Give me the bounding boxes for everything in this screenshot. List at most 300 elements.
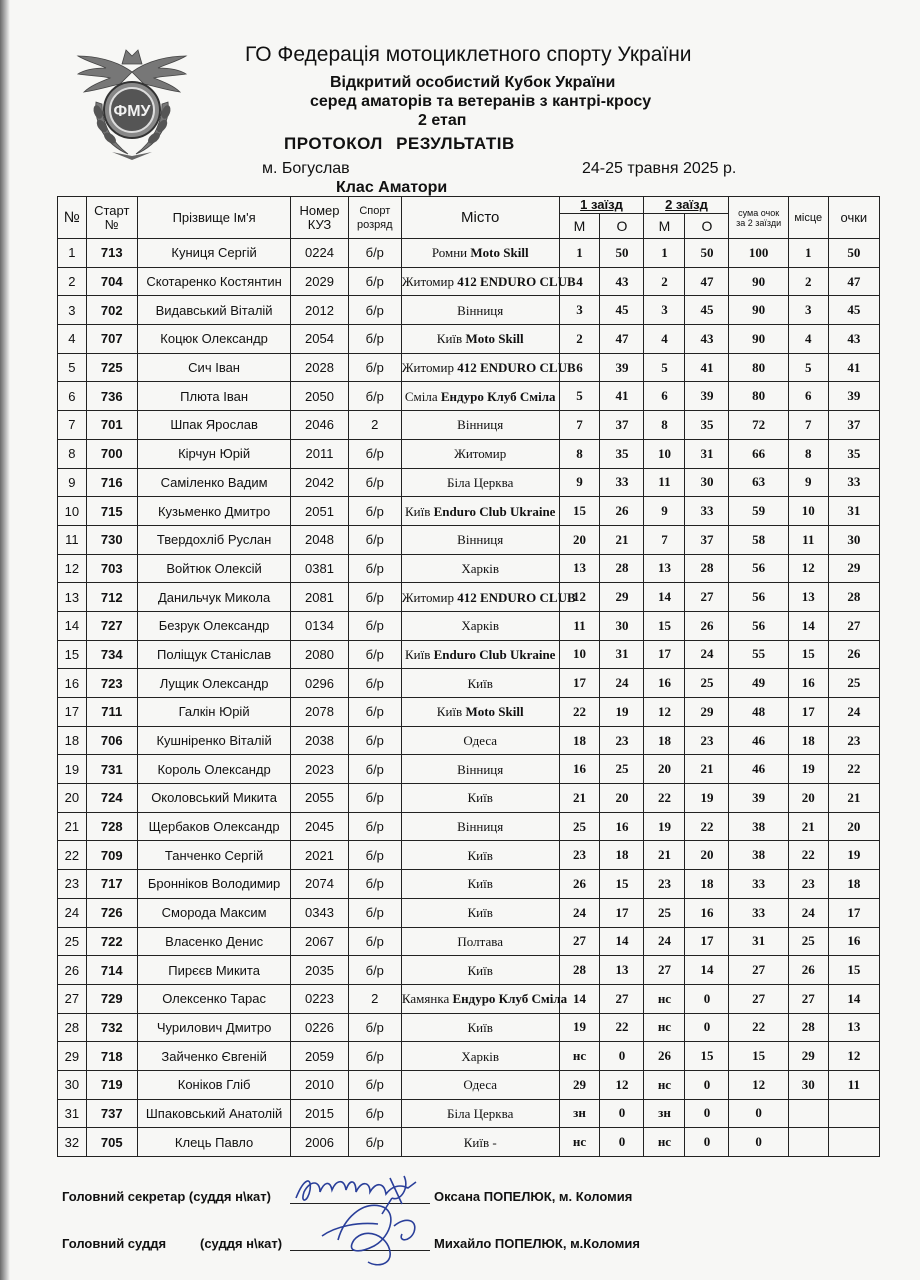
cell-run1-points: 31 — [600, 640, 644, 669]
cell-place: 4 — [788, 325, 828, 354]
cell-run2-points: 16 — [685, 898, 729, 927]
cell-run1-points: 12 — [600, 1070, 644, 1099]
table-row — [58, 984, 880, 1013]
cell-run1-points: 13 — [600, 956, 644, 985]
cell-run2-points: 17 — [685, 927, 729, 956]
cell-place: 28 — [788, 1013, 828, 1042]
cell-place: 24 — [788, 898, 828, 927]
cell-run2-points: 22 — [685, 812, 729, 841]
cell-city — [401, 468, 559, 497]
cell-rank: б/р — [348, 898, 401, 927]
cell-num: 24 — [58, 898, 87, 927]
results-body — [58, 239, 880, 1157]
cell-name: Власенко Денис — [137, 927, 291, 956]
cell-run2-place: 3 — [644, 296, 685, 325]
cell-name: Зайченко Євгеній — [137, 1042, 291, 1071]
cell-run2-place: 9 — [644, 497, 685, 526]
cell-rank: б/р — [348, 611, 401, 640]
cell-sum: 33 — [729, 898, 788, 927]
cell-sum: 80 — [729, 353, 788, 382]
cell-run1-place: 18 — [559, 726, 600, 755]
header-rank-line1: Спорт — [359, 204, 391, 217]
cell-place: 21 — [788, 812, 828, 841]
cell-place: 8 — [788, 439, 828, 468]
cell-num: 11 — [58, 525, 87, 554]
cell-rank: б/р — [348, 812, 401, 841]
cell-start-number: 709 — [86, 841, 137, 870]
cell-num: 17 — [58, 698, 87, 727]
cell-run1-points: 47 — [600, 325, 644, 354]
cell-start-number: 731 — [86, 755, 137, 784]
cell-sum: 55 — [729, 640, 788, 669]
secretary-name: Оксана ПОПЕЛЮК, м. Коломия — [434, 1189, 633, 1204]
cell-city — [401, 1070, 559, 1099]
cell-name: Кірчун Юрій — [137, 439, 291, 468]
cell-city — [401, 411, 559, 440]
table-row — [58, 927, 880, 956]
cell-kuz: 2078 — [291, 698, 348, 727]
cell-run1-points: 45 — [600, 296, 644, 325]
cell-rank: б/р — [348, 956, 401, 985]
city-name: Біла Церква — [447, 1105, 514, 1121]
cell-city — [401, 554, 559, 583]
cell-city — [401, 439, 559, 468]
cell-place: 22 — [788, 841, 828, 870]
cell-kuz: 2006 — [291, 1128, 348, 1157]
secretary-label: Головний секретар (суддя н\кат) — [62, 1189, 271, 1204]
cell-points — [828, 1128, 879, 1157]
cell-points — [828, 1099, 879, 1128]
cell-rank: б/р — [348, 325, 401, 354]
cell-num: 23 — [58, 870, 87, 899]
city-name: Харків — [461, 618, 500, 634]
cell-name: Саміленко Вадим — [137, 468, 291, 497]
table-row — [58, 239, 880, 268]
cell-num: 26 — [58, 956, 87, 985]
cell-run2-place: 26 — [644, 1042, 685, 1071]
table-row — [58, 382, 880, 411]
cell-sum: 38 — [729, 841, 788, 870]
cell-rank: б/р — [348, 497, 401, 526]
cell-kuz: 2042 — [291, 468, 348, 497]
cell-place: 18 — [788, 726, 828, 755]
table-row — [58, 411, 880, 440]
cell-sum: 90 — [729, 296, 788, 325]
cell-run1-place: 7 — [559, 411, 600, 440]
cell-num: 16 — [58, 669, 87, 698]
header-start — [86, 197, 137, 239]
cell-run1-points: 29 — [600, 583, 644, 612]
cell-run2-points: 26 — [685, 611, 729, 640]
cell-place: 9 — [788, 468, 828, 497]
city-name: Київ — [467, 1019, 493, 1035]
cell-name: Танченко Сергій — [137, 841, 291, 870]
city-name: Київ — [404, 646, 431, 662]
organization-title: ГО Федерація мотоциклетного спорту України — [245, 43, 692, 66]
cell-points: 15 — [828, 956, 879, 985]
cell-kuz: 2055 — [291, 784, 348, 813]
cell-points: 35 — [828, 439, 879, 468]
cell-num: 18 — [58, 726, 87, 755]
city-name: Київ - — [463, 1134, 497, 1150]
cell-rank: б/р — [348, 870, 401, 899]
cell-start-number: 706 — [86, 726, 137, 755]
cell-start-number: 700 — [86, 439, 137, 468]
cell-run1-place: 22 — [559, 698, 600, 727]
header-run1-m: М — [559, 214, 600, 239]
cell-name: Куниця Сергій — [137, 239, 291, 268]
club-name: Ендуро Клуб Сміла — [452, 991, 568, 1007]
cell-place: 23 — [788, 870, 828, 899]
cell-start-number: 730 — [86, 525, 137, 554]
cell-run1-points: 19 — [600, 698, 644, 727]
cell-run1-points: 50 — [600, 239, 644, 268]
cell-place: 25 — [788, 927, 828, 956]
cell-city — [401, 870, 559, 899]
table-row — [58, 870, 880, 899]
cell-sum: 49 — [729, 669, 788, 698]
cell-run2-points: 43 — [685, 325, 729, 354]
cell-run1-place: 6 — [559, 353, 600, 382]
header-run1: 1 заїзд — [559, 197, 644, 214]
cell-kuz: 2038 — [291, 726, 348, 755]
cell-run2-place: 24 — [644, 927, 685, 956]
cell-place — [788, 1099, 828, 1128]
city-name: Київ — [467, 962, 493, 978]
cell-run1-points: 21 — [600, 525, 644, 554]
cell-run1-place: 8 — [559, 439, 600, 468]
cell-run2-points: 0 — [685, 1099, 729, 1128]
results-table — [57, 196, 880, 1157]
cell-run1-place: 17 — [559, 669, 600, 698]
cell-run1-place: 12 — [559, 583, 600, 612]
city-name: Київ — [467, 905, 493, 921]
cell-run1-place: 3 — [559, 296, 600, 325]
cell-num: 8 — [58, 439, 87, 468]
cell-run2-place: 2 — [644, 267, 685, 296]
cell-sum: 56 — [729, 554, 788, 583]
cell-run2-points: 27 — [685, 583, 729, 612]
cell-run2-place: 11 — [644, 468, 685, 497]
cell-sum: 27 — [729, 956, 788, 985]
cell-run1-place: 5 — [559, 382, 600, 411]
cell-name: Щербаков Олександр — [137, 812, 291, 841]
cell-run1-points: 14 — [600, 927, 644, 956]
cell-run2-place: 10 — [644, 439, 685, 468]
cell-start-number: 718 — [86, 1042, 137, 1071]
federation-logo — [76, 42, 188, 162]
cell-rank: б/р — [348, 296, 401, 325]
cell-city — [401, 325, 559, 354]
cell-run2-place: 15 — [644, 611, 685, 640]
cell-num: 9 — [58, 468, 87, 497]
cell-start-number: 717 — [86, 870, 137, 899]
page-shadow-edge — [0, 0, 10, 1280]
cell-num: 7 — [58, 411, 87, 440]
cell-run2-place: 8 — [644, 411, 685, 440]
cell-num: 32 — [58, 1128, 87, 1157]
cell-sum: 46 — [729, 755, 788, 784]
club-name: Moto Skill — [470, 245, 529, 261]
cell-run2-place: 1 — [644, 239, 685, 268]
cell-num: 21 — [58, 812, 87, 841]
cell-run1-place: нс — [559, 1042, 600, 1071]
cell-num: 13 — [58, 583, 87, 612]
cell-kuz: 0226 — [291, 1013, 348, 1042]
table-row — [58, 325, 880, 354]
cell-city — [401, 1128, 559, 1157]
city-name: Ромни — [431, 245, 468, 261]
judge-category: (суддя н\кат) — [200, 1236, 283, 1251]
cell-run1-points: 23 — [600, 726, 644, 755]
cell-kuz: 2023 — [291, 755, 348, 784]
cell-name: Чурилович Дмитро — [137, 1013, 291, 1042]
cell-city — [401, 726, 559, 755]
table-row — [58, 554, 880, 583]
cell-name: Скотаренко Костянтин — [137, 267, 291, 296]
cell-city — [401, 1099, 559, 1128]
cell-name: Твердохліб Руслан — [137, 525, 291, 554]
city-name: Вінниця — [457, 761, 504, 777]
cell-place: 17 — [788, 698, 828, 727]
club-name: Enduro Club Ukraine — [433, 646, 556, 662]
cell-rank: б/р — [348, 239, 401, 268]
table-row — [58, 1070, 880, 1099]
header-points: очки — [828, 197, 879, 239]
cell-run1-points: 0 — [600, 1042, 644, 1071]
cell-run1-points: 43 — [600, 267, 644, 296]
club-name: 412 ENDURO CLUB — [457, 274, 576, 290]
header-kuz — [291, 197, 348, 239]
cell-rank: б/р — [348, 640, 401, 669]
header-rank-line2: розряд — [357, 218, 393, 231]
table-row — [58, 898, 880, 927]
header-run2: 2 заїзд — [644, 197, 729, 214]
cell-run1-points: 16 — [600, 812, 644, 841]
cell-name: Околовський Микита — [137, 784, 291, 813]
cell-run2-points: 0 — [685, 1013, 729, 1042]
cell-run2-points: 29 — [685, 698, 729, 727]
city-name: Вінниця — [457, 819, 504, 835]
city-name: Житомир — [454, 446, 507, 462]
cell-run1-place: 11 — [559, 611, 600, 640]
cell-place: 11 — [788, 525, 828, 554]
cell-run2-place: 22 — [644, 784, 685, 813]
cell-start-number: 736 — [86, 382, 137, 411]
table-row — [58, 525, 880, 554]
cell-rank: б/р — [348, 525, 401, 554]
cell-rank: б/р — [348, 583, 401, 612]
cell-points: 25 — [828, 669, 879, 698]
cell-sum: 0 — [729, 1128, 788, 1157]
cell-run2-place: 4 — [644, 325, 685, 354]
cell-start-number: 714 — [86, 956, 137, 985]
cell-points: 28 — [828, 583, 879, 612]
cell-run2-place: 7 — [644, 525, 685, 554]
cell-points: 16 — [828, 927, 879, 956]
cell-run1-points: 24 — [600, 669, 644, 698]
cell-num: 4 — [58, 325, 87, 354]
city-name: Київ — [467, 675, 493, 691]
cell-run2-points: 0 — [685, 984, 729, 1013]
cell-points: 33 — [828, 468, 879, 497]
table-row — [58, 1099, 880, 1128]
cell-start-number: 732 — [86, 1013, 137, 1042]
cell-name: Безрук Олександр — [137, 611, 291, 640]
cup-title-line1: Відкритий особистий Кубок України — [330, 74, 616, 91]
event-date: 24-25 травня 2025 р. — [582, 160, 737, 177]
header-sum-line1: сума очок — [738, 207, 780, 218]
table-row — [58, 698, 880, 727]
cell-run1-points: 25 — [600, 755, 644, 784]
club-name: Ендуро Клуб Сміла — [440, 388, 556, 404]
cell-run1-points: 0 — [600, 1128, 644, 1157]
cell-points: 17 — [828, 898, 879, 927]
table-row — [58, 1013, 880, 1042]
cell-city — [401, 898, 559, 927]
table-row — [58, 497, 880, 526]
cell-rank: б/р — [348, 1042, 401, 1071]
cell-run1-place: 15 — [559, 497, 600, 526]
cell-sum: 48 — [729, 698, 788, 727]
cell-run1-place: 24 — [559, 898, 600, 927]
cell-city — [401, 353, 576, 382]
cell-city — [401, 755, 559, 784]
cell-rank: б/р — [348, 1070, 401, 1099]
cell-city — [401, 382, 559, 411]
cell-city — [401, 267, 576, 296]
cell-num: 2 — [58, 267, 87, 296]
cell-rank: б/р — [348, 353, 401, 382]
cell-sum: 90 — [729, 267, 788, 296]
cell-city — [401, 611, 559, 640]
cell-start-number: 703 — [86, 554, 137, 583]
cell-run2-points: 47 — [685, 267, 729, 296]
cell-sum: 15 — [729, 1042, 788, 1071]
cell-run1-points: 26 — [600, 497, 644, 526]
cell-sum: 33 — [729, 870, 788, 899]
cell-city — [401, 841, 559, 870]
cell-points: 50 — [828, 239, 879, 268]
cell-run2-place: 23 — [644, 870, 685, 899]
cell-name: Шпак Ярослав — [137, 411, 291, 440]
cell-run2-place: 20 — [644, 755, 685, 784]
judge-label: Головний суддя — [62, 1236, 167, 1251]
cell-run2-place: 25 — [644, 898, 685, 927]
cell-run1-points: 15 — [600, 870, 644, 899]
cell-run1-place: 2 — [559, 325, 600, 354]
cell-name: Клець Павло — [137, 1128, 291, 1157]
table-row — [58, 640, 880, 669]
cell-sum: 72 — [729, 411, 788, 440]
cell-points: 20 — [828, 812, 879, 841]
cell-sum: 31 — [729, 927, 788, 956]
cell-run1-place: 23 — [559, 841, 600, 870]
cell-run1-points: 37 — [600, 411, 644, 440]
event-city: м. Богуслав — [262, 160, 350, 177]
cell-sum: 100 — [729, 239, 788, 268]
cell-points: 26 — [828, 640, 879, 669]
cell-city — [401, 525, 559, 554]
cell-run2-place: нс — [644, 1128, 685, 1157]
cell-num: 15 — [58, 640, 87, 669]
cell-points: 47 — [828, 267, 879, 296]
table-row — [58, 755, 880, 784]
cell-points: 31 — [828, 497, 879, 526]
cell-kuz: 0134 — [291, 611, 348, 640]
cell-kuz: 2074 — [291, 870, 348, 899]
cell-name: Войтюк Олексій — [137, 554, 291, 583]
cell-run1-place: 25 — [559, 812, 600, 841]
cell-run2-points: 37 — [685, 525, 729, 554]
cell-rank: 2 — [348, 411, 401, 440]
cell-run2-place: 12 — [644, 698, 685, 727]
cell-kuz: 2080 — [291, 640, 348, 669]
cup-title-line2: серед аматорів та ветеранів з кантрі-кросу — [310, 93, 652, 110]
cell-name: Пирєєв Микита — [137, 956, 291, 985]
cell-name: Плюта Іван — [137, 382, 291, 411]
city-name: Камянка — [401, 991, 450, 1007]
cell-place: 20 — [788, 784, 828, 813]
header-rank — [348, 197, 401, 239]
cell-city — [401, 927, 559, 956]
cell-name: Коцюк Олександр — [137, 325, 291, 354]
cell-start-number: 726 — [86, 898, 137, 927]
cell-kuz: 2011 — [291, 439, 348, 468]
cell-run2-place: 6 — [644, 382, 685, 411]
cell-num: 22 — [58, 841, 87, 870]
cell-kuz: 0381 — [291, 554, 348, 583]
cell-kuz: 2035 — [291, 956, 348, 985]
cell-run2-place: нс — [644, 984, 685, 1013]
cell-start-number: 734 — [86, 640, 137, 669]
cell-run1-points: 0 — [600, 1099, 644, 1128]
cell-run2-points: 19 — [685, 784, 729, 813]
cell-points: 41 — [828, 353, 879, 382]
cell-run2-points: 0 — [685, 1128, 729, 1157]
cell-start-number: 722 — [86, 927, 137, 956]
table-row — [58, 611, 880, 640]
cell-run1-points: 18 — [600, 841, 644, 870]
cell-run1-points: 27 — [600, 984, 644, 1013]
cell-run2-place: нс — [644, 1013, 685, 1042]
cell-run1-place: 4 — [559, 267, 600, 296]
cell-place: 2 — [788, 267, 828, 296]
city-name: Вінниця — [457, 532, 504, 548]
cell-name: Сморода Максим — [137, 898, 291, 927]
cell-rank: б/р — [348, 755, 401, 784]
cell-run2-points: 39 — [685, 382, 729, 411]
header-run2-m: М — [644, 214, 685, 239]
cell-num: 29 — [58, 1042, 87, 1071]
cell-kuz: 2051 — [291, 497, 348, 526]
cell-start-number: 727 — [86, 611, 137, 640]
cell-points: 37 — [828, 411, 879, 440]
cell-sum: 0 — [729, 1099, 788, 1128]
cell-name: Кушніренко Віталій — [137, 726, 291, 755]
cell-start-number: 716 — [86, 468, 137, 497]
table-row — [58, 784, 880, 813]
cell-place: 12 — [788, 554, 828, 583]
cell-rank: б/р — [348, 841, 401, 870]
city-name: Київ — [467, 847, 493, 863]
club-name: Enduro Club Ukraine — [433, 503, 556, 519]
cell-kuz: 2067 — [291, 927, 348, 956]
cell-rank: б/р — [348, 669, 401, 698]
cell-run2-points: 50 — [685, 239, 729, 268]
cell-start-number: 728 — [86, 812, 137, 841]
cell-rank: б/р — [348, 439, 401, 468]
